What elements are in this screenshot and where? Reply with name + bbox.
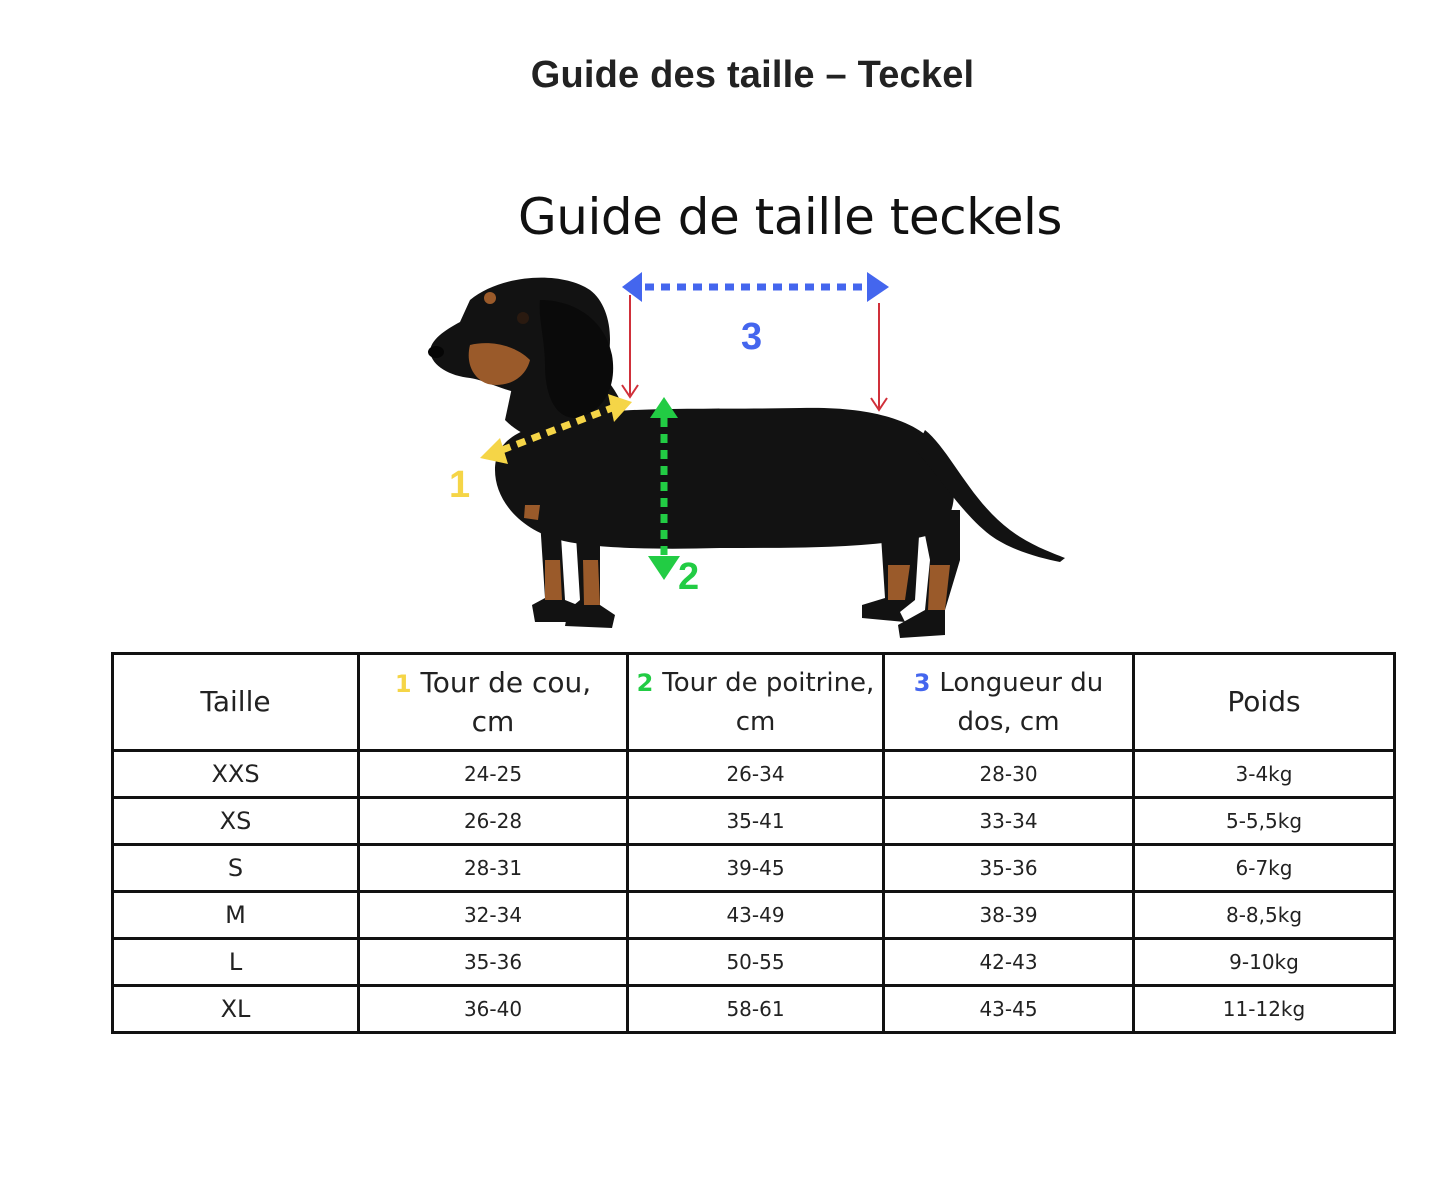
size-cell: S — [113, 845, 359, 892]
neck-cell: 36-40 — [359, 986, 628, 1033]
header-chest — [628, 654, 884, 751]
size-cell: XL — [113, 986, 359, 1033]
back-cell: 38-39 — [884, 892, 1134, 939]
chest-cell: 43-49 — [628, 892, 884, 939]
header-neck-number: 1 — [394, 669, 412, 698]
dog-eye — [517, 312, 529, 324]
neck-cell: 26-28 — [359, 798, 628, 845]
dog-nose — [428, 346, 444, 358]
table-row — [113, 892, 1395, 939]
header-chest-line1: Tour de poitrine, — [662, 668, 875, 698]
header-back-line2: dos, cm — [957, 707, 1060, 737]
marker-3: 3 — [741, 316, 763, 358]
back-cell: 35-36 — [884, 845, 1134, 892]
page-title: Guide des taille – Teckel — [530, 54, 975, 96]
header-neck — [359, 654, 628, 751]
back-cell: 43-45 — [884, 986, 1134, 1033]
neck-cell: 32-34 — [359, 892, 628, 939]
header-neck-line2: cm — [471, 704, 515, 738]
neck-cell: 28-31 — [359, 845, 628, 892]
weight-cell: 8-8,5kg — [1134, 892, 1395, 939]
back-cell: 33-34 — [884, 798, 1134, 845]
size-cell: M — [113, 892, 359, 939]
table-header-row — [113, 654, 1395, 751]
weight-cell: 9-10kg — [1134, 939, 1395, 986]
header-chest-number: 2 — [636, 669, 654, 697]
header-weight-label: Poids — [1227, 685, 1301, 718]
weight-cell: 6-7kg — [1134, 845, 1395, 892]
weight-cell: 5-5,5kg — [1134, 798, 1395, 845]
size-cell: L — [113, 939, 359, 986]
marker-1: 1 — [449, 464, 471, 506]
header-size-label: Taille — [200, 685, 271, 718]
header-neck-line1: Tour de cou, — [420, 665, 592, 699]
header-back-number: 3 — [913, 669, 931, 697]
weight-cell: 3-4kg — [1134, 751, 1395, 798]
table-row — [113, 798, 1395, 845]
chest-cell: 50-55 — [628, 939, 884, 986]
size-table — [111, 652, 1396, 1034]
table-row — [113, 939, 1395, 986]
table-row — [113, 986, 1395, 1033]
neck-cell: 24-25 — [359, 751, 628, 798]
neck-cell: 35-36 — [359, 939, 628, 986]
weight-cell: 11-12kg — [1134, 986, 1395, 1033]
header-chest-line2: cm — [735, 707, 776, 737]
back-cell: 28-30 — [884, 751, 1134, 798]
table-row — [113, 845, 1395, 892]
back-cell: 42-43 — [884, 939, 1134, 986]
chest-cell: 26-34 — [628, 751, 884, 798]
chest-cell: 39-45 — [628, 845, 884, 892]
chest-cell: 58-61 — [628, 986, 884, 1033]
back-length-arrow — [622, 272, 889, 302]
figure-heading: Guide de taille teckels — [518, 188, 1062, 246]
chest-cell: 35-41 — [628, 798, 884, 845]
header-size — [113, 654, 359, 751]
header-weight — [1134, 654, 1395, 751]
marker-2: 2 — [678, 556, 700, 598]
size-cell: XS — [113, 798, 359, 845]
header-back-line1: Longueur du — [939, 668, 1104, 698]
table-row — [113, 751, 1395, 798]
header-back — [884, 654, 1134, 751]
size-cell: XXS — [113, 751, 359, 798]
